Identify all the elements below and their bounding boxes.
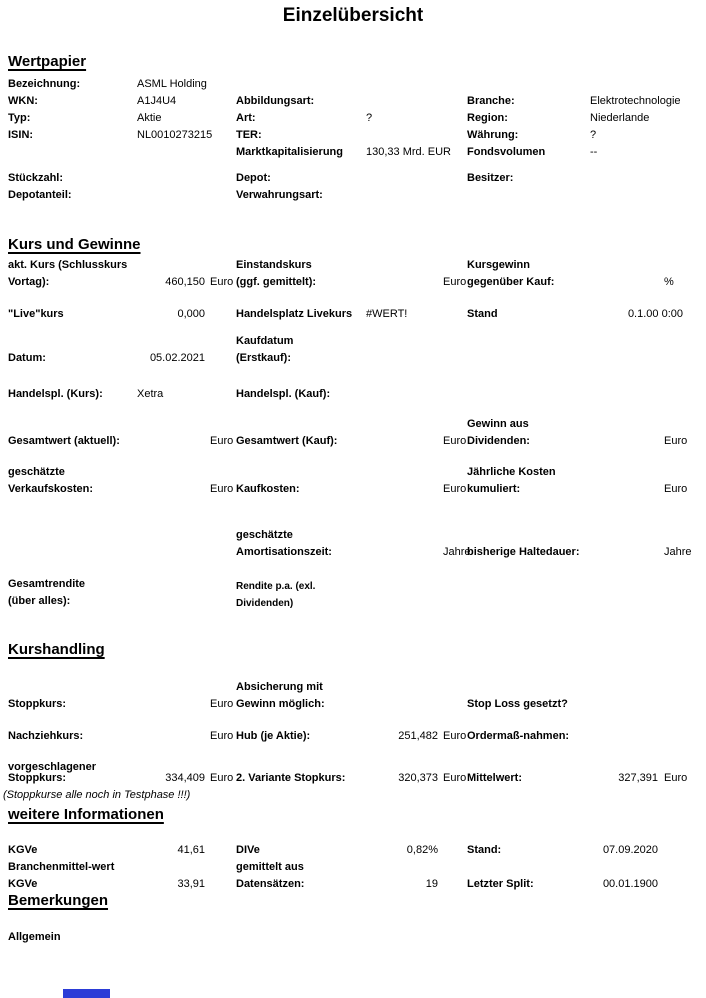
gewinn-aus-label-line1: Gewinn aus bbox=[467, 418, 529, 430]
hub-unit: Euro bbox=[443, 730, 467, 742]
haltedauer-label: bisherige Haltedauer: bbox=[467, 546, 580, 558]
abbildungsart-label: Abbildungsart: bbox=[236, 95, 315, 107]
gesamtwert-kauf-unit: Euro bbox=[443, 435, 467, 447]
variante2-label: 2. Variante Stopkurs: bbox=[236, 772, 346, 784]
row-geschaetzte-kosten-2 bbox=[0, 482, 706, 498]
einstandskurs-unit: Euro bbox=[443, 276, 467, 288]
kursgewinn-unit: % bbox=[664, 276, 674, 288]
akt-kurs-value: 460,150 bbox=[165, 276, 205, 288]
letzter-split-label: Letzter Split: bbox=[467, 878, 534, 890]
verkaufskosten-unit: Euro bbox=[210, 483, 234, 495]
gesamtrendite-label-line1: Gesamtrendite bbox=[8, 578, 86, 590]
mittelwert-value: 327,391 bbox=[618, 772, 658, 784]
hub-label: Hub (je Aktie): bbox=[236, 730, 311, 742]
handelsplatz-livekurs-label: Handelsplatz Livekurs bbox=[236, 308, 353, 320]
jaehrliche-kosten-label-line1: Jährliche Kosten bbox=[467, 466, 556, 478]
dive-label: DIVe bbox=[236, 844, 260, 856]
kgve-value: 41,61 bbox=[177, 844, 205, 856]
ordermassnahmen-label: Ordermaß-nahmen: bbox=[467, 730, 570, 742]
gesamtwert-aktuell-unit: Euro bbox=[210, 435, 234, 447]
row-vorgeschlagener-2 bbox=[0, 771, 706, 787]
stand-wi-label: Stand: bbox=[467, 844, 502, 856]
page-title: Einzelübersicht bbox=[282, 5, 424, 26]
row-livekurs bbox=[0, 307, 706, 323]
kaufkosten-label: Kaufkosten: bbox=[236, 483, 300, 495]
section-heading-wertpapier: Wertpapier bbox=[8, 53, 87, 70]
branchenmittel-label-line1: Branchenmittel-wert bbox=[8, 861, 115, 873]
nachziehkurs-label: Nachziehkurs: bbox=[8, 730, 84, 742]
region-value: Niederlande bbox=[590, 112, 650, 124]
row-geschaetzte-kosten-1 bbox=[0, 465, 706, 481]
row-testphase-note bbox=[0, 788, 706, 804]
vorgeschlagener-stoppkurs-value: 334,409 bbox=[165, 772, 205, 784]
datensaetze-value: 19 bbox=[425, 878, 438, 890]
livekurs-value: 0,000 bbox=[177, 308, 205, 320]
vorgeschlagener-stoppkurs-label: Stoppkurs: bbox=[8, 772, 67, 784]
hub-value: 251,482 bbox=[398, 730, 438, 742]
fondsvolumen-label: Fondsvolumen bbox=[467, 146, 546, 158]
waehrung-label: Währung: bbox=[467, 129, 519, 141]
region-label: Region: bbox=[467, 112, 508, 124]
isin-label: ISIN: bbox=[8, 129, 34, 141]
gesamtrendite-label-line2: (über alles): bbox=[8, 595, 71, 607]
row-amortisation-2 bbox=[0, 545, 706, 561]
typ-label: Typ: bbox=[8, 112, 31, 124]
row-kurs-labels-2 bbox=[0, 275, 706, 291]
stand-wi-value: 07.09.2020 bbox=[602, 844, 658, 856]
row-kgve bbox=[0, 843, 706, 859]
bottom-blue-marker bbox=[63, 989, 110, 998]
row-gesamtrendite-2 bbox=[0, 594, 706, 610]
kursgewinn-label-line2: gegenüber Kauf: bbox=[467, 276, 555, 288]
vorgeschlagener-stoppkurs-unit: Euro bbox=[210, 772, 234, 784]
nachziehkurs-unit: Euro bbox=[210, 730, 234, 742]
geschaetzte2-label-line1: geschätzte bbox=[236, 529, 293, 541]
rendite-pa-label-line2: Dividenden) bbox=[236, 598, 294, 609]
stop-loss-label: Stop Loss gesetzt? bbox=[467, 698, 568, 710]
row-amortisation-1 bbox=[0, 528, 706, 544]
datensaetze-label: Datensätzen: bbox=[236, 878, 305, 890]
rendite-pa-label-line1: Rendite p.a. (exl. bbox=[236, 581, 316, 592]
depotanteil-label: Depotanteil: bbox=[8, 189, 72, 201]
kaufdatum-label-line2: (Erstkauf): bbox=[236, 352, 292, 364]
dive-value: 0,82% bbox=[406, 844, 438, 856]
geschaetzte-label-line1: geschätzte bbox=[8, 466, 65, 478]
gewinn-moeglich-label-line2: Gewinn möglich: bbox=[236, 698, 325, 710]
wkn-value: A1J4U4 bbox=[137, 95, 177, 107]
row-gesamtrendite-1 bbox=[0, 577, 706, 593]
waehrung-value: ? bbox=[590, 129, 597, 141]
stoppkurs-unit: Euro bbox=[210, 698, 234, 710]
livekurs-label: "Live"kurs bbox=[8, 308, 64, 320]
einstandskurs-label-line1: Einstandskurs bbox=[236, 259, 312, 271]
typ-value: Aktie bbox=[137, 112, 162, 124]
gemittelt-label-line1: gemittelt aus bbox=[236, 861, 304, 873]
amortisationszeit-unit: Jahre bbox=[443, 546, 471, 558]
row-wkn bbox=[0, 94, 706, 110]
handelspl-kurs-label: Handelspl. (Kurs): bbox=[8, 388, 103, 400]
kaufdatum-label-line1: Kaufdatum bbox=[236, 335, 294, 347]
absicherung-label-line1: Absicherung mit bbox=[236, 681, 323, 693]
gesamtwert-aktuell-label: Gesamtwert (aktuell): bbox=[8, 435, 120, 447]
branche-value: Elektrotechnologie bbox=[590, 95, 681, 107]
akt-kurs-unit: Euro bbox=[210, 276, 234, 288]
row-depotanteil bbox=[0, 188, 706, 204]
row-kurs-labels-1 bbox=[0, 258, 706, 274]
section-heading-bemerkungen: Bemerkungen bbox=[8, 892, 109, 909]
stoppkurs-label: Stoppkurs: bbox=[8, 698, 67, 710]
art-label: Art: bbox=[236, 112, 256, 124]
gesamtwert-kauf-label: Gesamtwert (Kauf): bbox=[236, 435, 338, 447]
datum-value: 05.02.2021 bbox=[149, 352, 205, 364]
row-isin bbox=[0, 128, 706, 144]
variante2-unit: Euro bbox=[443, 772, 467, 784]
amortisationszeit-label-line2: Amortisationszeit: bbox=[236, 546, 332, 558]
mittelwert-label: Mittelwert: bbox=[467, 772, 522, 784]
dividenden-unit: Euro bbox=[664, 435, 688, 447]
kgve-label: KGVe bbox=[8, 844, 38, 856]
vorgeschlagener-label-line1: vorgeschlagener bbox=[8, 761, 97, 773]
stand-value: 0.1.00 0:00 bbox=[627, 308, 683, 320]
ter-label: TER: bbox=[236, 129, 262, 141]
variante2-value: 320,373 bbox=[398, 772, 438, 784]
haltedauer-unit: Jahre bbox=[664, 546, 692, 558]
section-heading-kurs-und-gewinne: Kurs und Gewinne bbox=[8, 236, 141, 253]
einstandskurs-label-line2: (ggf. gemittelt): bbox=[236, 276, 317, 288]
section-heading-weitere-informationen: weitere Informationen bbox=[8, 806, 164, 823]
row-kaufdatum-1 bbox=[0, 334, 706, 350]
marktkapitalisierung-label: Marktkapitalisierung bbox=[236, 146, 343, 158]
art-value: ? bbox=[366, 112, 373, 124]
row-handelsplatz bbox=[0, 387, 706, 403]
row-marktkapitalisierung bbox=[0, 145, 706, 161]
besitzer-label: Besitzer: bbox=[467, 172, 514, 184]
marktkapitalisierung-value: 130,33 Mrd. EUR bbox=[366, 146, 451, 158]
stueckzahl-label: Stückzahl: bbox=[8, 172, 64, 184]
row-gesamtwert bbox=[0, 434, 706, 450]
bezeichnung-value: ASML Holding bbox=[137, 78, 207, 90]
bezeichnung-label: Bezeichnung: bbox=[8, 78, 81, 90]
dividenden-label-line2: Dividenden: bbox=[467, 435, 530, 447]
isin-value: NL0010273215 bbox=[137, 129, 213, 141]
row-typ bbox=[0, 111, 706, 127]
kumuliert-label-line2: kumuliert: bbox=[467, 483, 521, 495]
wkn-label: WKN: bbox=[8, 95, 38, 107]
row-allgemein bbox=[0, 930, 706, 946]
akt-kurs-label-line1: akt. Kurs (Schlusskurs bbox=[8, 259, 128, 271]
verkaufskosten-label-line2: Verkaufskosten: bbox=[8, 483, 93, 495]
row-bezeichnung bbox=[0, 77, 706, 93]
kumuliert-unit: Euro bbox=[664, 483, 688, 495]
verwahrungsart-label: Verwahrungsart: bbox=[236, 189, 323, 201]
kaufkosten-unit: Euro bbox=[443, 483, 467, 495]
branche-label: Branche: bbox=[467, 95, 515, 107]
testphase-note: (Stoppkurse alle noch in Testphase !!!) bbox=[3, 789, 191, 801]
section-heading-kurshandling: Kurshandling bbox=[8, 641, 105, 658]
row-branchenmittel-1 bbox=[0, 860, 706, 876]
row-absicherung-1 bbox=[0, 680, 706, 696]
branchenmittel-kgve-value: 33,91 bbox=[177, 878, 205, 890]
handelspl-kauf-label: Handelspl. (Kauf): bbox=[236, 388, 331, 400]
row-datum bbox=[0, 351, 706, 367]
depot-label: Depot: bbox=[236, 172, 271, 184]
kursgewinn-label-line1: Kursgewinn bbox=[467, 259, 530, 271]
datum-label: Datum: bbox=[8, 352, 46, 364]
stand-label: Stand bbox=[467, 308, 498, 320]
handelspl-kurs-value: Xetra bbox=[137, 388, 164, 400]
row-gewinn-aus bbox=[0, 417, 706, 433]
handelsplatz-livekurs-value: #WERT! bbox=[366, 308, 408, 320]
allgemein-label: Allgemein bbox=[8, 931, 61, 943]
letzter-split-value: 00.01.1900 bbox=[602, 878, 658, 890]
fondsvolumen-value: -- bbox=[590, 146, 598, 158]
mittelwert-unit: Euro bbox=[664, 772, 688, 784]
row-nachziehkurs bbox=[0, 729, 706, 745]
akt-kurs-label-line2: Vortag): bbox=[8, 276, 50, 288]
row-branchenmittel-2 bbox=[0, 877, 706, 893]
row-stoppkurs bbox=[0, 697, 706, 713]
branchenmittel-kgve-label: KGVe bbox=[8, 878, 38, 890]
row-stueckzahl bbox=[0, 171, 706, 187]
